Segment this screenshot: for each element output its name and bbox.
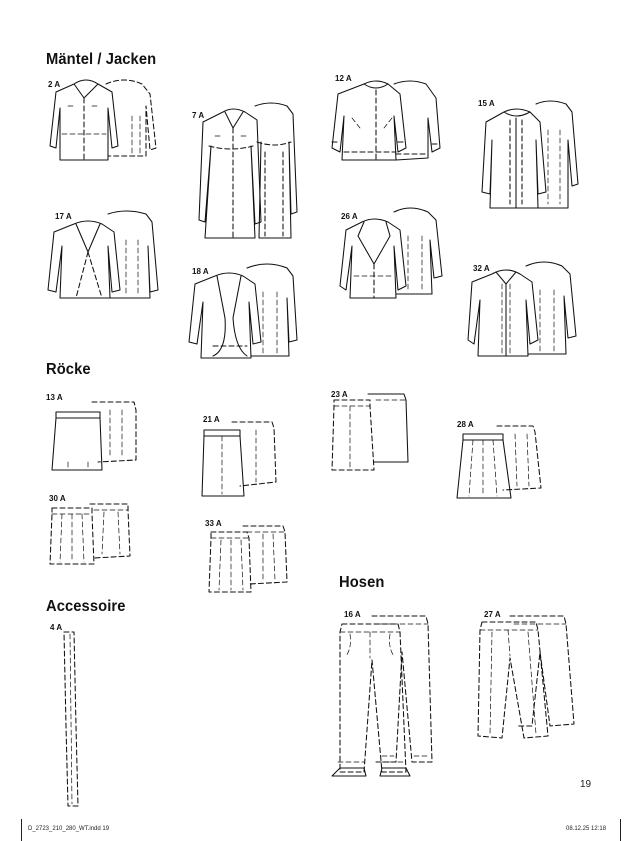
jacket-2a-sketch: [46, 76, 166, 166]
page-number: 19: [580, 779, 592, 790]
skirt-33a-sketch: [205, 522, 290, 594]
print-slug-timestamp: 08.12.25 12:18: [566, 826, 607, 832]
crop-mark: [620, 819, 621, 841]
model-label: 33 A: [205, 519, 222, 528]
crop-mark: [21, 819, 22, 841]
coat-7a-sketch: [185, 102, 300, 242]
skirt-13a-sketch: [48, 398, 143, 473]
model-label: 13 A: [46, 393, 63, 402]
skirt-21a-sketch: [198, 420, 283, 500]
pants-27a-sketch: [468, 612, 578, 742]
heading-pants: Hosen: [339, 574, 385, 591]
accessory-4a-sketch: [56, 630, 86, 810]
jacket-17a-sketch: [46, 210, 161, 300]
jacket-26a-sketch: [338, 206, 448, 302]
model-label: 21 A: [203, 415, 220, 424]
skirt-28a-sketch: [455, 422, 545, 502]
print-slug-filename: D_2723_210_280_WT.indd 19: [28, 826, 110, 832]
model-label: 18 A: [192, 267, 209, 276]
model-label: 27 A: [484, 610, 501, 619]
skirt-30a-sketch: [46, 500, 136, 570]
jacket-32a-sketch: [466, 260, 581, 360]
model-label: 2 A: [48, 80, 61, 89]
model-label: 26 A: [341, 212, 358, 221]
jacket-12a-sketch: [330, 78, 445, 168]
model-label: 30 A: [49, 494, 66, 503]
heading-skirts: Röcke: [46, 361, 91, 378]
model-label: 17 A: [55, 212, 72, 221]
model-label: 4 A: [50, 623, 63, 632]
jacket-15a-sketch: [480, 100, 585, 215]
model-label: 32 A: [473, 264, 490, 273]
model-label: 23 A: [331, 390, 348, 399]
heading-accessories: Accessoire: [46, 598, 126, 615]
jacket-18a-sketch: [185, 262, 300, 362]
model-label: 28 A: [457, 420, 474, 429]
model-label: 15 A: [478, 99, 495, 108]
model-label: 12 A: [335, 74, 352, 83]
heading-coats-jackets: Mäntel / Jacken: [46, 51, 157, 68]
model-label: 16 A: [344, 610, 361, 619]
skirt-23a-sketch: [328, 392, 413, 472]
pants-16a-sketch: [326, 612, 441, 782]
model-label: 7 A: [192, 111, 205, 120]
